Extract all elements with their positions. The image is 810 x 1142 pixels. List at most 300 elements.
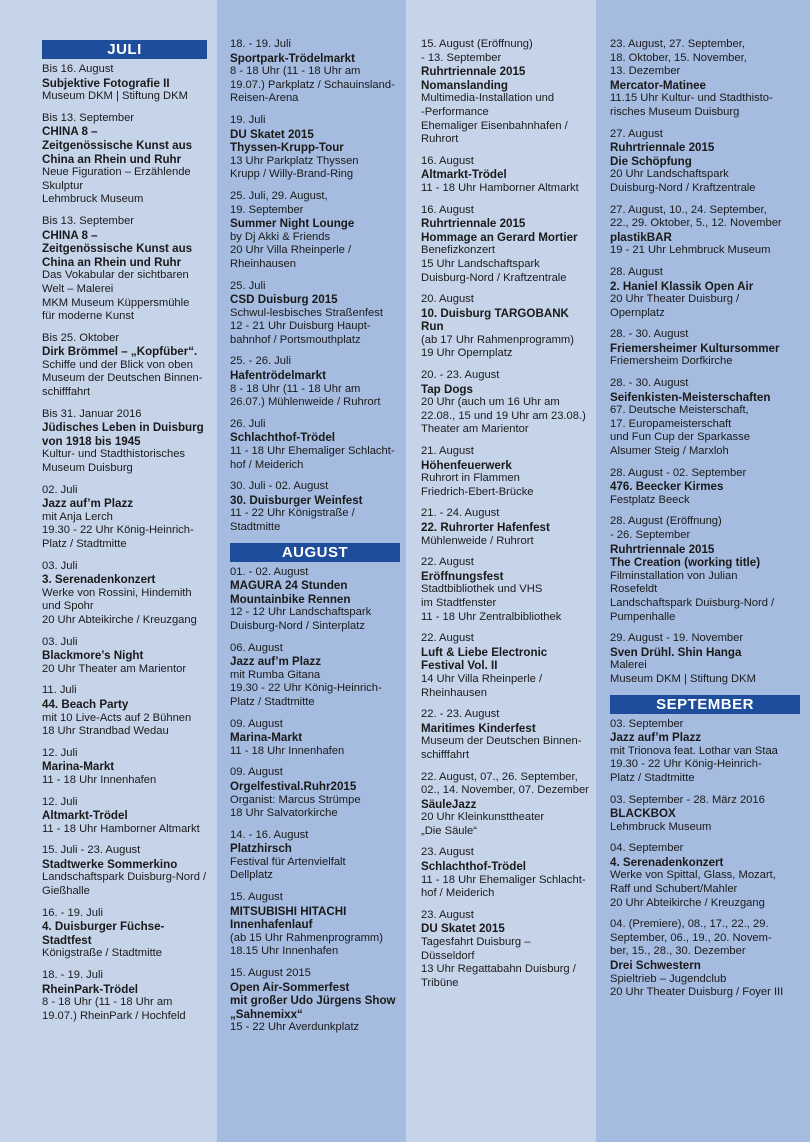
event-title-line: 30. Duisburger Weinfest: [230, 493, 363, 507]
event-detail-line: bahnhof / Portsmouthplatz: [230, 333, 361, 346]
event-entry: [42, 63, 209, 104]
event-detail-line: 15 - 22 Uhr Averdunkplatz: [230, 1021, 360, 1034]
event-detail-line: Spieltrieb – Jugendclub: [610, 972, 727, 985]
event-detail-line: 23. August: [421, 908, 474, 921]
event-detail-line: 17. Europameisterschaft: [610, 417, 732, 430]
event-detail-line: 21. - 24. August: [421, 507, 500, 520]
event-title-line: Summer Night Lounge: [230, 217, 355, 231]
event-title-line: Jazz auf’m Plazz: [42, 497, 134, 511]
event-title-line: Tap Dogs: [421, 382, 473, 396]
event-detail-line: 09. August: [230, 717, 283, 730]
event-entry: [421, 507, 590, 548]
event-detail-line: 13 Uhr Regattabahn Duisburg /: [421, 963, 576, 976]
event-detail-line: hof / Meiderich: [421, 887, 495, 900]
event-detail-line: 19 - 21 Uhr Lehmbruck Museum: [610, 244, 771, 257]
event-detail-line: Mühlenweide / Ruhrort: [421, 534, 534, 547]
event-detail-line: 29. August - 19. November: [610, 632, 744, 645]
event-title-line: Die Schöpfung: [610, 154, 692, 168]
event-title-line: Schlachthof-Trödel: [421, 860, 526, 874]
event-detail-line: 19. Juli: [230, 113, 266, 126]
event-detail-line: 20 Uhr Theater Duisburg /: [610, 293, 740, 306]
event-detail-line: im Stadtfenster: [421, 596, 497, 609]
event-detail-line: 8 - 18 Uhr (11 - 18 Uhr am: [230, 65, 361, 78]
event-title-line: Höhenfeuerwerk: [421, 458, 512, 472]
event-detail-line: 15 Uhr Landschaftspark: [421, 257, 540, 270]
event-title-line: Festival Vol. II: [421, 659, 498, 673]
event-title-line: Marina-Markt: [230, 731, 303, 745]
event-detail-line: 01. - 02. August: [230, 565, 309, 578]
event-detail-line: Bis 16. August: [42, 63, 114, 75]
event-detail-line: Rosefeldt: [610, 583, 658, 596]
event-detail-line: 19.07.) Parkplatz / Schauinsland-: [230, 78, 395, 91]
event-detail-line: 02. Juli: [42, 483, 78, 496]
event-detail-line: 22., 29. Oktober, 5., 12. November: [610, 217, 782, 230]
event-detail-line: Bis 13. September: [42, 214, 135, 227]
event-title-line: Innenhafenlauf: [230, 918, 313, 932]
event-detail-line: 11 - 18 Uhr Hamborner Altmarkt: [42, 822, 200, 835]
event-detail-line: 16. August: [421, 203, 474, 216]
event-entry: [230, 891, 400, 959]
event-detail-line: Friemersheim Dorfkirche: [610, 355, 733, 368]
event-detail-line: 16. - 19. Juli: [42, 906, 103, 919]
event-detail-line: 12 - 21 Uhr Duisburg Haupt-: [230, 320, 371, 333]
event-detail-line: Landschaftspark Duisburg-Nord /: [610, 596, 775, 609]
event-title-line: RheinPark-Trödel: [42, 982, 138, 996]
event-entry: [610, 377, 800, 459]
event-entry: [230, 829, 400, 883]
event-entry: [421, 771, 590, 839]
event-title-line: Ruhrtriennale 2015: [610, 141, 715, 155]
event-title-line: Ruhrtriennale 2015: [421, 217, 526, 231]
event-detail-line: Museum DKM | Stiftung DKM: [610, 672, 756, 685]
event-detail-line: Landschaftspark Duisburg-Nord /: [42, 871, 207, 884]
event-detail-line: Museum der Deutschen Binnen-: [421, 735, 582, 748]
event-entry: [610, 328, 800, 369]
event-detail-line: Friedrich-Ebert-Brücke: [421, 485, 534, 498]
event-detail-line: 11. Juli: [42, 684, 77, 697]
event-title-line: Altmarkt-Trödel: [421, 168, 507, 182]
event-detail-line: Museum Duisburg: [42, 462, 133, 475]
event-detail-line: 11 - 18 Uhr Zentralbibliothek: [421, 610, 562, 623]
event-entry: [610, 467, 800, 508]
event-title-line: Marina-Markt: [42, 760, 115, 774]
event-entry: [610, 718, 800, 786]
event-detail-line: 18.15 Uhr Innenhafen: [230, 945, 339, 958]
event-detail-line: 27. August: [610, 127, 663, 140]
event-detail-line: Werke von Spittal, Glass, Mozart,: [610, 869, 776, 882]
calendar-column-2: [217, 0, 406, 1142]
event-entry: [230, 355, 400, 409]
event-title-line: Mercator-Matinee: [610, 78, 706, 92]
event-title-line: Hommage an Gerard Mortier: [421, 230, 578, 244]
event-detail-line: 22.08., 15 und 19 Uhr am 23.08.): [421, 409, 586, 422]
event-detail-line: 18. Oktober, 15. November,: [610, 51, 747, 64]
event-title-line: Seifenkisten-Meisterschaften: [610, 390, 771, 404]
event-detail-line: Platz / Stadtmitte: [230, 695, 315, 708]
event-entry: [421, 38, 590, 147]
event-entry: [421, 369, 590, 437]
event-detail-line: 28. August: [610, 265, 663, 278]
event-entry: [421, 293, 590, 361]
event-detail-line: 23. August: [421, 846, 474, 859]
event-title-line: Hafentrödelmarkt: [230, 369, 326, 383]
event-entry: [230, 280, 400, 348]
event-detail-line: 27. August, 10., 24. September,: [610, 203, 767, 216]
event-title-line: CHINA 8 –: [42, 228, 98, 242]
event-detail-line: Reisen-Arena: [230, 92, 299, 105]
event-detail-line: hof / Meiderich: [230, 458, 304, 471]
event-detail-line: 03. September - 28. März 2016: [610, 793, 765, 806]
event-detail-line: - 13. September: [421, 51, 502, 64]
event-detail-line: Krupp / Willy-Brand-Ring: [230, 168, 354, 181]
event-detail-line: Raff und Schubert/Mahler: [610, 883, 738, 896]
event-entry: [421, 632, 590, 700]
event-detail-line: 25. Juli, 29. August,: [230, 189, 328, 202]
event-detail-line: Tagesfahrt Duisburg –: [421, 936, 531, 949]
event-title-line: Stadtwerke Sommerkino: [42, 857, 178, 871]
event-detail-line: 15. August: [230, 891, 283, 904]
event-title-line: Ruhrtriennale 2015: [610, 542, 715, 556]
event-detail-line: Ruhrort: [421, 133, 459, 146]
event-detail-line: 28. August - 02. September: [610, 466, 747, 479]
event-detail-line: Multimedia-Installation und: [421, 92, 555, 105]
event-detail-line: 20. August: [421, 293, 474, 306]
event-detail-line: 22. - 23. August: [421, 708, 500, 721]
event-entry: [230, 38, 400, 106]
event-title-line: Eröffnungsfest: [421, 569, 504, 583]
event-entry: [610, 204, 800, 258]
event-detail-line: 67. Deutsche Meisterschaft,: [610, 404, 749, 417]
event-detail-line: 25. - 26. Juli: [230, 355, 291, 368]
event-entry: [421, 204, 590, 286]
event-entry: [610, 515, 800, 624]
month-header-juli: JULI: [42, 40, 207, 59]
event-detail-line: und Spohr: [42, 600, 94, 613]
month-header-september: SEPTEMBER: [610, 695, 800, 714]
event-detail-line: schifffahrt: [421, 748, 470, 761]
event-detail-line: Rheinhausen: [230, 257, 296, 270]
event-entry: [42, 796, 209, 837]
event-title-line: Ruhrtriennale 2015: [421, 65, 526, 79]
event-title-line: Zeitgenössische Kunst aus: [42, 138, 193, 152]
event-title-line: Luft & Liebe Electronic: [421, 645, 548, 659]
event-detail-line: Benefizkonzert: [421, 244, 496, 257]
event-entry: [42, 112, 209, 207]
event-entry: [230, 114, 400, 182]
event-detail-line: schifffahrt: [42, 386, 91, 399]
event-entry: [42, 408, 209, 476]
event-entry: [230, 190, 400, 272]
event-detail-line: 15. August 2015: [230, 967, 311, 980]
event-detail-line: Schwul-lesbisches Straßenfest: [230, 306, 383, 319]
event-detail-line: -Performance: [421, 105, 489, 118]
event-detail-line: 02., 14. November, 07. Dezember: [421, 784, 589, 797]
event-detail-line: 20 Uhr Landschaftspark: [610, 168, 729, 181]
event-detail-line: (ab 15 Uhr Rahmenprogramm): [230, 931, 383, 944]
event-title-line: Maritimes Kinderfest: [421, 721, 536, 735]
event-title-line: BLACKBOX: [610, 807, 676, 821]
event-title-line: 3. Serenadenkonzert: [42, 573, 156, 587]
event-detail-line: Theater am Marientor: [421, 423, 529, 436]
event-title-line: mit großer Udo Jürgens Show: [230, 994, 396, 1008]
event-entry: [42, 332, 209, 400]
event-detail-line: 11.15 Uhr Kultur- und Stadthisto-: [610, 92, 773, 105]
event-entry: [421, 846, 590, 900]
event-detail-line: Ruhrort in Flammen: [421, 472, 520, 485]
event-title-line: von 1918 bis 1945: [42, 434, 141, 448]
event-detail-line: 20 Uhr Abteikirche / Kreuzgang: [610, 896, 765, 909]
event-title-line: CHINA 8 –: [42, 125, 98, 139]
event-detail-line: mit Anja Lerch: [42, 510, 113, 523]
event-detail-line: 11 - 18 Uhr Innenhafen: [230, 744, 345, 757]
event-detail-line: 19.30 - 22 Uhr König-Heinrich-: [230, 682, 382, 695]
event-entry: [610, 266, 800, 320]
event-title-line: Sven Drühl. Shin Hanga: [610, 645, 742, 659]
event-title-line: Blackmore’s Night: [42, 649, 144, 663]
event-detail-line: 20 Uhr Villa Rheinperle /: [230, 244, 352, 257]
event-detail-line: 20 Uhr (auch um 16 Uhr am: [421, 396, 560, 409]
event-title-line: Jazz auf’m Plazz: [230, 655, 322, 669]
event-title-line: Jüdisches Leben in Duisburg: [42, 421, 204, 435]
event-detail-line: Alsumer Steig / Marxloh: [610, 445, 729, 458]
event-title-line: Zeitgenössische Kunst aus: [42, 242, 193, 256]
event-title-line: plastikBAR: [610, 230, 672, 244]
event-title-line: Schlachthof-Trödel: [230, 431, 335, 445]
event-title-line: Sportpark-Trödelmarkt: [230, 51, 355, 65]
event-entry: [230, 566, 400, 634]
event-detail-line: Organist: Marcus Strümpe: [230, 793, 361, 806]
event-detail-line: 14. - 16. August: [230, 828, 309, 841]
event-detail-line: 19.30 - 22 Uhr König-Heinrich-: [610, 758, 762, 771]
event-detail-line: 20 Uhr Kleinkunsttheater: [421, 811, 545, 824]
event-entry: [610, 918, 800, 1000]
event-title-line: China an Rhein und Ruhr: [42, 255, 182, 269]
event-title-line: 10. Duisburg TARGOBANK Run: [421, 306, 569, 334]
event-title-line: MITSUBISHI HITACHI: [230, 904, 347, 918]
event-entry: [230, 642, 400, 710]
event-entry: [230, 718, 400, 759]
event-detail-line: 12 - 12 Uhr Landschaftspark: [230, 606, 372, 619]
event-title-line: China an Rhein und Ruhr: [42, 152, 182, 166]
event-detail-line: 22. August: [421, 556, 474, 569]
event-detail-line: 19 Uhr Opernplatz: [421, 347, 513, 360]
event-detail-line: 11 - 22 Uhr Königstraße /: [230, 507, 355, 520]
event-entry: [42, 969, 209, 1023]
event-detail-line: 03. Juli: [42, 635, 78, 648]
event-detail-line: 20 Uhr Abteikirche / Kreuzgang: [42, 613, 197, 626]
event-entry: [421, 155, 590, 196]
event-detail-line: mit 10 Live-Acts auf 2 Bühnen: [42, 711, 192, 724]
event-detail-line: MKM Museum Küppersmühle: [42, 296, 190, 309]
event-title-line: Open Air-Sommerfest: [230, 980, 350, 994]
event-entry: [421, 909, 590, 991]
event-detail-line: 06. August: [230, 641, 283, 654]
event-title-line: 476. Beecker Kirmes: [610, 480, 724, 494]
event-detail-line: Lehmbruck Museum: [42, 193, 144, 206]
event-title-line: Drei Schwestern: [610, 959, 701, 973]
event-entry: [230, 418, 400, 472]
event-detail-line: Rheinhausen: [421, 686, 487, 699]
event-entry: [421, 708, 590, 762]
event-detail-line: 15. Juli - 23. August: [42, 844, 141, 857]
event-title-line: Friemersheimer Kultursommer: [610, 341, 780, 355]
event-detail-line: mit Trionova feat. Lothar van Staa: [610, 744, 778, 757]
event-title-line: CSD Duisburg 2015: [230, 293, 338, 307]
month-header-august: AUGUST: [230, 543, 400, 562]
event-detail-line: Bis 31. Januar 2016: [42, 407, 142, 420]
event-detail-line: 18 Uhr Salvatorkirche: [230, 807, 338, 820]
event-entry: [42, 684, 209, 738]
event-detail-line: 11 - 18 Uhr Ehemaliger Schlacht-: [421, 873, 586, 886]
event-detail-line: Filminstallation von Julian: [610, 569, 738, 582]
event-detail-line: 20 Uhr Theater am Marientor: [42, 662, 187, 675]
event-detail-line: 30. Juli - 02. August: [230, 480, 329, 493]
event-detail-line: Duisburg-Nord / Kraftzentrale: [610, 181, 756, 194]
event-detail-line: „Die Säule“: [421, 824, 477, 837]
event-entry: [42, 747, 209, 788]
event-detail-line: 12. Juli: [42, 795, 78, 808]
event-entry: [610, 632, 800, 686]
event-title-line: Thyssen-Krupp-Tour: [230, 141, 344, 155]
event-detail-line: 12. Juli: [42, 746, 78, 759]
calendar-column-1: [0, 0, 217, 1142]
event-detail-line: Opernplatz: [610, 306, 665, 319]
event-detail-line: Stadtbibliothek und VHS: [421, 583, 543, 596]
event-detail-line: 19.30 - 22 Uhr König-Heinrich-: [42, 524, 194, 537]
event-detail-line: Lehmbruck Museum: [610, 820, 712, 833]
event-detail-line: Das Vokabular der sichtbaren: [42, 269, 189, 282]
event-title-line: Dirk Brömmel – „Kopfüber“.: [42, 345, 198, 359]
event-detail-line: Welt – Malerei: [42, 282, 114, 295]
event-detail-line: 23. August, 27. September,: [610, 38, 745, 50]
event-title-line: DU Skatet 2015: [230, 127, 314, 141]
event-title-line: 44. Beach Party: [42, 697, 129, 711]
event-detail-line: 8 - 18 Uhr (11 - 18 Uhr am: [230, 382, 361, 395]
event-detail-line: Duisburg-Nord / Sinterplatz: [230, 619, 365, 632]
event-detail-line: 26. Juli: [230, 417, 266, 430]
event-detail-line: Platz / Stadtmitte: [42, 538, 127, 550]
event-detail-line: Museum DKM | Stiftung DKM: [42, 90, 188, 103]
event-detail-line: Pumpenhalle: [610, 610, 676, 623]
event-title-line: MAGURA 24 Stunden: [230, 579, 348, 593]
event-entry: [42, 636, 209, 677]
event-detail-line: (ab 17 Uhr Rahmenprogramm): [421, 333, 574, 346]
event-detail-line: 11 - 18 Uhr Hamborner Altmarkt: [421, 181, 579, 194]
event-title-line: Nomanslanding: [421, 78, 508, 92]
event-detail-line: Tribüne: [421, 976, 459, 989]
event-detail-line: 16. August: [421, 154, 474, 167]
event-detail-line: 28. - 30. August: [610, 377, 689, 390]
event-detail-line: September, 06., 19., 20. Novem-: [610, 931, 772, 944]
event-entry: [42, 484, 209, 552]
event-title-line: 4. Serenadenkonzert: [610, 855, 724, 869]
event-detail-line: by Dj Akki & Friends: [230, 230, 331, 243]
event-detail-line: Ehemaliger Eisenbahnhafen /: [421, 119, 568, 132]
event-detail-line: und Fun Cup der Sparkasse: [610, 431, 750, 444]
event-detail-line: 11 - 18 Uhr Ehemaliger Schlacht-: [230, 445, 395, 458]
event-detail-line: - 26. September: [610, 529, 691, 541]
calendar-column-3: [406, 0, 596, 1142]
event-entry: [42, 560, 209, 628]
event-detail-line: Festplatz Beeck: [610, 493, 690, 506]
event-detail-line: 20. - 23. August: [421, 369, 500, 382]
event-title-line: SäuleJazz: [421, 797, 477, 811]
event-title-line: Altmarkt-Trödel: [42, 809, 128, 823]
event-detail-line: 22. August, 07., 26. September,: [421, 770, 578, 783]
event-entry: [42, 844, 209, 898]
event-title-line: Platzhirsch: [230, 842, 292, 856]
event-detail-line: 03. September: [610, 717, 684, 730]
event-detail-line: 21. August: [421, 445, 474, 458]
event-detail-line: 13 Uhr Parkplatz Thyssen: [230, 154, 359, 167]
event-entry: [421, 445, 590, 499]
event-entry: [230, 967, 400, 1035]
event-title-line: Jazz auf’m Plazz: [610, 731, 702, 745]
event-entry: [230, 480, 400, 534]
event-detail-line: Skulptur: [42, 179, 84, 192]
event-title-line: 2. Haniel Klassik Open Air: [610, 279, 754, 293]
event-entry: [610, 794, 800, 835]
event-detail-line: Kultur- und Stadthistorisches: [42, 448, 186, 461]
event-detail-line: 04. September: [610, 842, 684, 855]
event-detail-line: Duisburg-Nord / Kraftzentrale: [421, 271, 567, 284]
event-entry: [230, 766, 400, 820]
event-detail-line: 15. August (Eröffnung): [421, 38, 533, 50]
event-detail-line: 11 - 18 Uhr Innenhafen: [42, 773, 157, 786]
event-detail-line: 09. August: [230, 766, 283, 779]
event-detail-line: Düsseldorf: [421, 949, 475, 962]
event-detail-line: ber, 15., 28., 30. Dezember: [610, 945, 746, 958]
event-detail-line: 04. (Premiere), 08., 17., 22., 29.: [610, 918, 769, 931]
event-detail-line: 19.07.) RheinPark / Hochfeld: [42, 1009, 186, 1022]
event-detail-line: 28. August (Eröffnung): [610, 515, 722, 528]
event-entry: [610, 38, 800, 120]
event-entry: [610, 842, 800, 910]
event-entry: [42, 215, 209, 324]
event-title-line: 22. Ruhrorter Hafenfest: [421, 521, 550, 534]
event-detail-line: 22. August: [421, 632, 474, 645]
event-detail-line: Bis 25. Oktober: [42, 331, 120, 344]
event-title-line: 4. Duisburger Füchse-Stadtfest: [42, 920, 165, 947]
event-detail-line: mit Rumba Gitana: [230, 668, 321, 681]
event-detail-line: Bis 13. September: [42, 111, 135, 124]
event-detail-line: 13. Dezember: [610, 65, 681, 78]
event-detail-line: Festival für Artenvielfalt: [230, 855, 346, 868]
event-detail-line: 03. Juli: [42, 559, 78, 572]
event-detail-line: risches Museum Duisburg: [610, 105, 740, 118]
event-detail-line: 14 Uhr Villa Rheinperle /: [421, 672, 543, 685]
event-title-line: DU Skatet 2015: [421, 922, 505, 936]
event-detail-line: Museum der Deutschen Binnen-: [42, 372, 203, 385]
event-entry: [610, 128, 800, 196]
event-detail-line: 18. - 19. Juli: [42, 969, 103, 982]
event-entry: [421, 556, 590, 624]
event-detail-line: 20 Uhr Theater Duisburg / Foyer III: [610, 986, 784, 999]
event-title-line: Orgelfestival.Ruhr2015: [230, 779, 357, 793]
event-detail-line: Neue Figuration – Erzählende: [42, 166, 191, 179]
event-title-line: „Sahnemixx“: [230, 1007, 303, 1021]
event-detail-line: Platz / Stadtmitte: [610, 771, 695, 784]
event-title-line: The Creation (working title): [610, 556, 761, 570]
event-detail-line: Schiffe und der Blick von oben: [42, 358, 193, 371]
event-detail-line: für moderne Kunst: [42, 310, 135, 323]
event-detail-line: 18. - 19. Juli: [230, 38, 291, 50]
event-detail-line: 25. Juli: [230, 279, 266, 292]
event-detail-line: Malerei: [610, 659, 647, 672]
event-entry: [42, 907, 209, 961]
event-detail-line: 26.07.) Mühlenweide / Ruhrort: [230, 396, 381, 409]
event-detail-line: 19. September: [230, 203, 304, 216]
